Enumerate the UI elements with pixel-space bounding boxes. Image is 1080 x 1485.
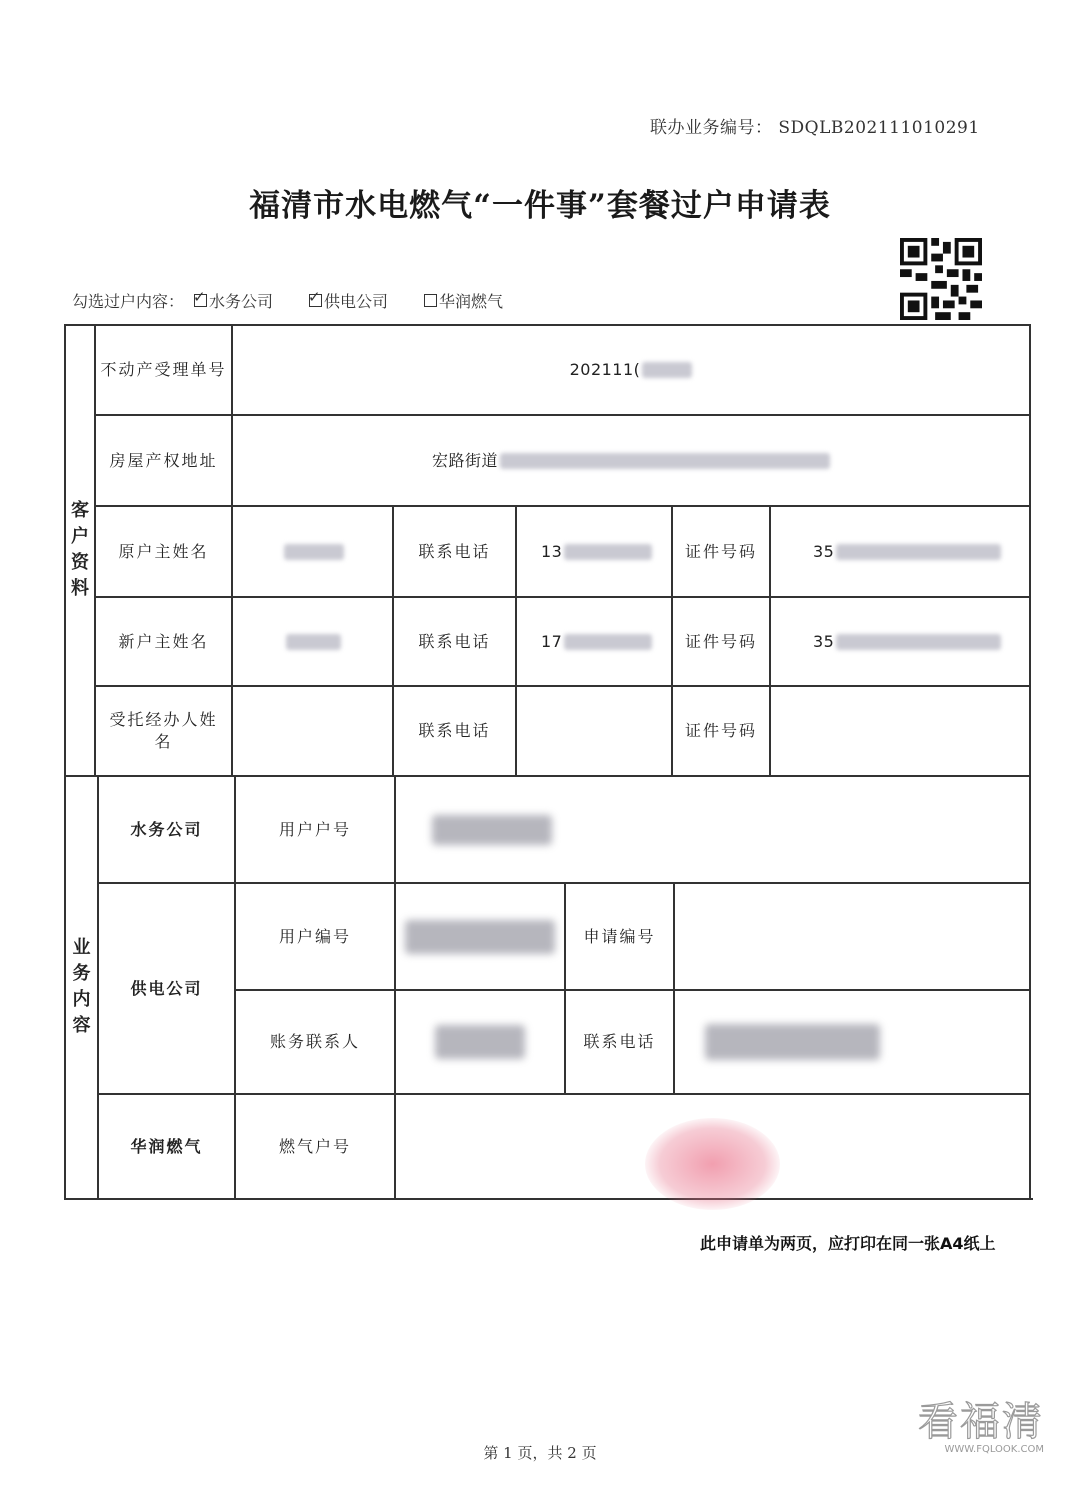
power-apply-no-value[interactable] xyxy=(675,884,1029,989)
section-char: 务 xyxy=(72,963,91,984)
fingerprint-stamp xyxy=(645,1118,780,1210)
section-label-customer xyxy=(66,324,94,775)
watermark xyxy=(918,1400,1044,1455)
redacted-block xyxy=(564,634,652,650)
redacted-block xyxy=(705,1024,880,1060)
page-number: 第 1 页，共 2 页 xyxy=(483,1444,597,1462)
check-mark-icon: ✓ xyxy=(308,288,321,306)
redacted-block xyxy=(836,634,1001,650)
power-phone-value xyxy=(675,991,1029,1093)
section-char: 内 xyxy=(72,989,91,1010)
check-mark-icon: ✓ xyxy=(193,288,206,306)
section-char: 资 xyxy=(71,551,89,573)
address-text: 宏路街道 xyxy=(431,450,498,470)
redacted-block xyxy=(642,362,692,378)
power-user-no-label: 用户编号 xyxy=(278,926,351,946)
watermark-logo-text: 看福清 xyxy=(918,1399,1044,1445)
new-id-text: 35 xyxy=(813,631,835,651)
form-title: 福清市水电燃气“一件事”套餐过户申请表 xyxy=(249,188,831,224)
original-id-text: 35 xyxy=(813,541,835,561)
original-phone-text: 13 xyxy=(541,541,563,561)
new-id-label: 证件号码 xyxy=(684,631,757,651)
qr-code-icon xyxy=(900,238,982,320)
reference-label: 联办业务编号： xyxy=(650,118,773,138)
redacted-block xyxy=(405,920,555,954)
agent-id-value[interactable] xyxy=(771,687,1029,775)
receipt-number-label: 不动产受理单号 xyxy=(100,360,227,379)
section-char: 客 xyxy=(71,499,89,521)
power-contact-label: 账务联系人 xyxy=(269,1032,360,1051)
redacted-block xyxy=(284,544,344,560)
receipt-number-text: 202111( xyxy=(569,360,641,379)
new-phone-label: 联系电话 xyxy=(418,631,491,651)
checkbox-power[interactable] xyxy=(308,288,322,307)
new-id-value xyxy=(771,598,1029,685)
redacted-block xyxy=(432,815,552,845)
print-note: 此申请单为两页，应打印在同一张A4纸上 xyxy=(700,1234,996,1253)
table-border-bottom xyxy=(64,1198,1033,1200)
reference-number: SDQLB202111010291 xyxy=(778,118,980,138)
agent-phone-label: 联系电话 xyxy=(418,721,491,740)
new-phone-value xyxy=(517,598,671,685)
agent-id-label: 证件号码 xyxy=(684,721,757,740)
new-owner-label: 新户主姓名 xyxy=(118,631,209,651)
water-account-label: 用户户号 xyxy=(278,819,351,839)
power-user-no-value xyxy=(396,884,564,989)
redacted-block xyxy=(500,453,830,469)
transfer-options xyxy=(72,289,539,312)
original-phone-value xyxy=(517,507,671,596)
watermark-url: WWW.FQLOOK.COM xyxy=(944,1444,1044,1455)
agent-name-value[interactable] xyxy=(233,687,392,775)
option-water[interactable] xyxy=(194,289,273,312)
address-value xyxy=(233,416,1029,505)
new-phone-text: 17 xyxy=(541,631,563,651)
original-id-label: 证件号码 xyxy=(684,541,757,561)
option-water-label: 水务公司 xyxy=(209,292,274,311)
power-company-label: 供电公司 xyxy=(130,978,203,998)
gas-account-label: 燃气户号 xyxy=(278,1136,351,1156)
section-char: 料 xyxy=(71,577,89,599)
redacted-block xyxy=(564,544,652,560)
original-owner-label: 原户主姓名 xyxy=(118,541,209,561)
table-border-right xyxy=(1029,324,1031,1200)
option-power-label: 供电公司 xyxy=(324,292,389,311)
redacted-block xyxy=(836,544,1001,560)
section-char: 容 xyxy=(72,1015,91,1036)
checkbox-gas[interactable] xyxy=(424,294,437,307)
redacted-block xyxy=(286,634,341,650)
original-id-value xyxy=(771,507,1029,596)
redacted-block xyxy=(435,1025,525,1059)
water-account-value xyxy=(396,777,1029,882)
section-label-business xyxy=(66,777,97,1197)
reference-number-line xyxy=(650,113,980,138)
original-phone-label: 联系电话 xyxy=(418,541,491,561)
receipt-number-value xyxy=(233,326,1029,414)
agent-name-label: 受托经办人姓名 xyxy=(109,710,218,751)
checkbox-water[interactable] xyxy=(193,288,207,307)
new-owner-value xyxy=(233,598,392,685)
address-label: 房屋产权地址 xyxy=(109,450,218,470)
section-char: 户 xyxy=(71,525,89,547)
power-apply-no-label: 申请编号 xyxy=(583,926,656,946)
transfer-options-label: 勾选过户内容： xyxy=(72,292,185,311)
section-char: 业 xyxy=(72,937,91,958)
agent-phone-value[interactable] xyxy=(517,687,671,775)
option-power[interactable] xyxy=(309,289,388,312)
gas-company-label: 华润燃气 xyxy=(130,1136,203,1156)
power-contact-value xyxy=(396,991,564,1093)
original-owner-value xyxy=(233,507,392,596)
option-gas-label: 华润燃气 xyxy=(439,292,504,311)
water-company-label: 水务公司 xyxy=(130,819,203,839)
power-phone-label: 联系电话 xyxy=(583,1032,656,1051)
option-gas[interactable] xyxy=(424,289,503,312)
